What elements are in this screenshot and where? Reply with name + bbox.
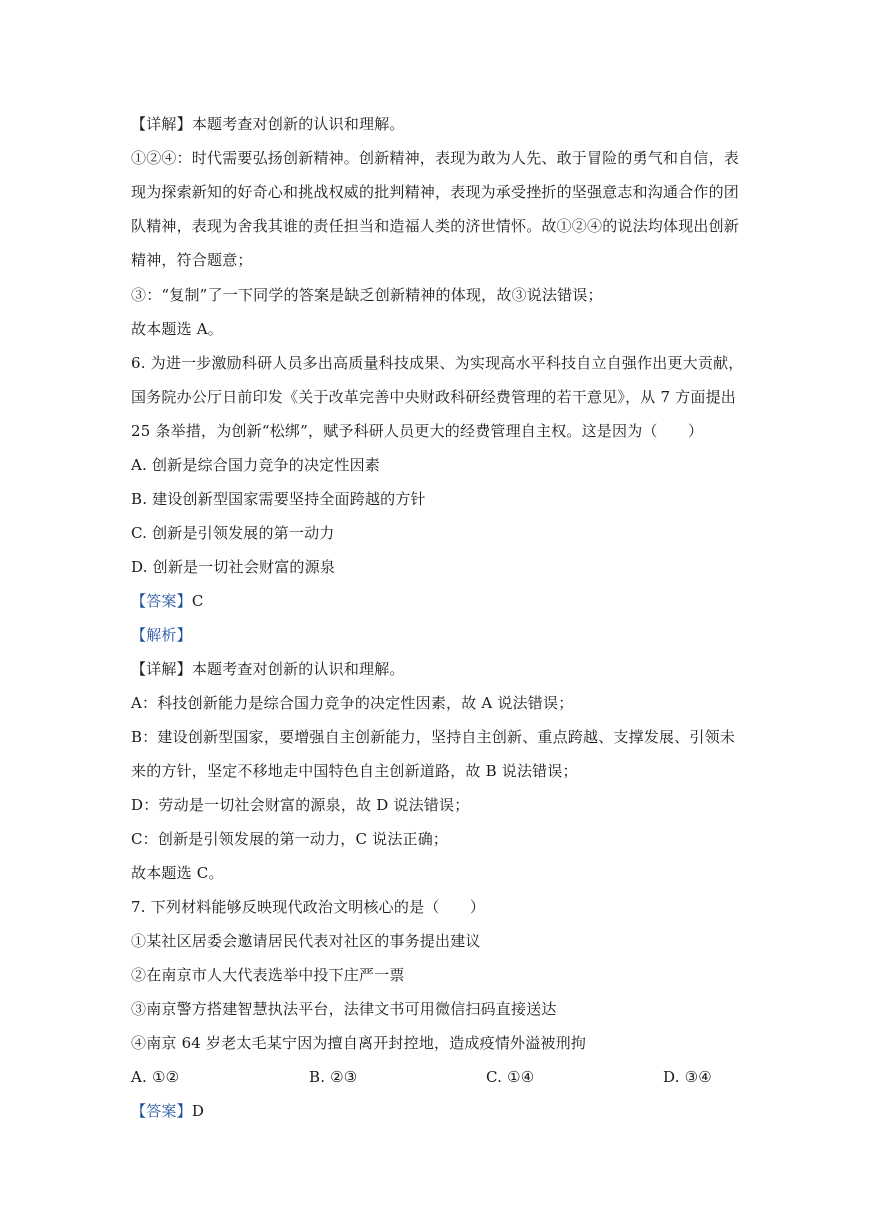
explanation-line: 来的方针，坚定不移地走中国特色自主创新道路，故 B 说法错误；: [131, 762, 578, 780]
conclusion-line: 故本题选 A。: [131, 320, 224, 338]
analysis-line: [131, 625, 741, 645]
option-d: D. ③④: [663, 1068, 712, 1086]
detail-line: [131, 659, 741, 679]
option-b: B. 建设创新型国家需要坚持全面跨越的方针: [131, 490, 426, 508]
explanation-line: C：创新是引领发展的第一动力，C 说法正确；: [131, 830, 449, 848]
answer-line: [131, 591, 741, 611]
detail-tag: 【详解】: [131, 660, 192, 678]
analysis-tag: 【解析】: [131, 626, 192, 644]
detail-text: 本题考查对创新的认识和理解。: [191, 660, 405, 678]
material-item: ④南京 64 岁老太毛某宁因为擅自离开封控地，造成疫情外溢被刑拘: [131, 1034, 587, 1052]
material-item: ②在南京市人大代表选举中投下庄严一票: [131, 966, 405, 984]
option-b: B. ②③: [309, 1068, 358, 1086]
detail-line: [131, 114, 741, 134]
detail-tag: 【详解】: [131, 115, 192, 133]
answer-value: D: [191, 1102, 205, 1120]
question-stem: 国务院办公厅日前印发《关于改革完善中央财政科研经费管理的若干意见》，从 7 方面提出: [131, 388, 736, 406]
explanation-line: ③：“复制”了一下同学的答案是缺乏创新精神的体现，故③说法错误；: [131, 286, 603, 304]
question-stem: 25 条举措，为创新“松绑”，赋予科研人员更大的经费管理自主权。这是因为（ ）: [131, 422, 704, 440]
question-stem: 7. 下列材料能够反映现代政治文明核心的是（ ）: [131, 898, 486, 916]
explanation-line: 现为探索新知的好奇心和挑战权威的批判精神，表现为承受挫折的坚强意志和沟通合作的团: [131, 183, 740, 201]
explanation-line: A：科技创新能力是综合国力竞争的决定性因素，故 A 说法错误；: [131, 694, 574, 712]
option-a: A. 创新是综合国力竞争的决定性因素: [131, 456, 380, 474]
explanation-line: 队精神，表现为舍我其谁的责任担当和造福人类的济世情怀。故①②④的说法均体现出创新: [131, 217, 740, 235]
option-d: D. 创新是一切社会财富的源泉: [131, 558, 336, 576]
explanation-line: B：建设创新型国家，要增强自主创新能力，坚持自主创新、重点跨越、支撑发展、引领未: [131, 728, 736, 746]
answer-tag: 【答案】: [131, 1102, 192, 1120]
answer-line: [131, 1101, 741, 1121]
explanation-line: ①②④：时代需要弘扬创新精神。创新精神，表现为敢为人先、敢于冒险的勇气和自信，表: [131, 149, 740, 167]
explanation-line: D：劳动是一切社会财富的源泉，故 D 说法错误；: [131, 796, 470, 814]
answer-value: C: [191, 592, 204, 610]
option-c: C. ①④: [486, 1068, 535, 1086]
conclusion-line: 故本题选 C。: [131, 864, 224, 882]
material-item: ③南京警方搭建智慧执法平台，法律文书可用微信扫码直接送达: [131, 1000, 557, 1018]
option-a: A. ①②: [131, 1068, 180, 1086]
material-item: ①某社区居委会邀请居民代表对社区的事务提出建议: [131, 932, 481, 950]
detail-text: 本题考查对创新的认识和理解。: [191, 115, 405, 133]
question-stem: 6. 为进一步激励科研人员多出高质量科技成果、为实现高水平科技自立自强作出更大贡献，: [131, 354, 744, 372]
explanation-line: 精神，符合题意；: [131, 251, 253, 269]
option-c: C. 创新是引领发展的第一动力: [131, 524, 335, 542]
answer-tag: 【答案】: [131, 592, 192, 610]
